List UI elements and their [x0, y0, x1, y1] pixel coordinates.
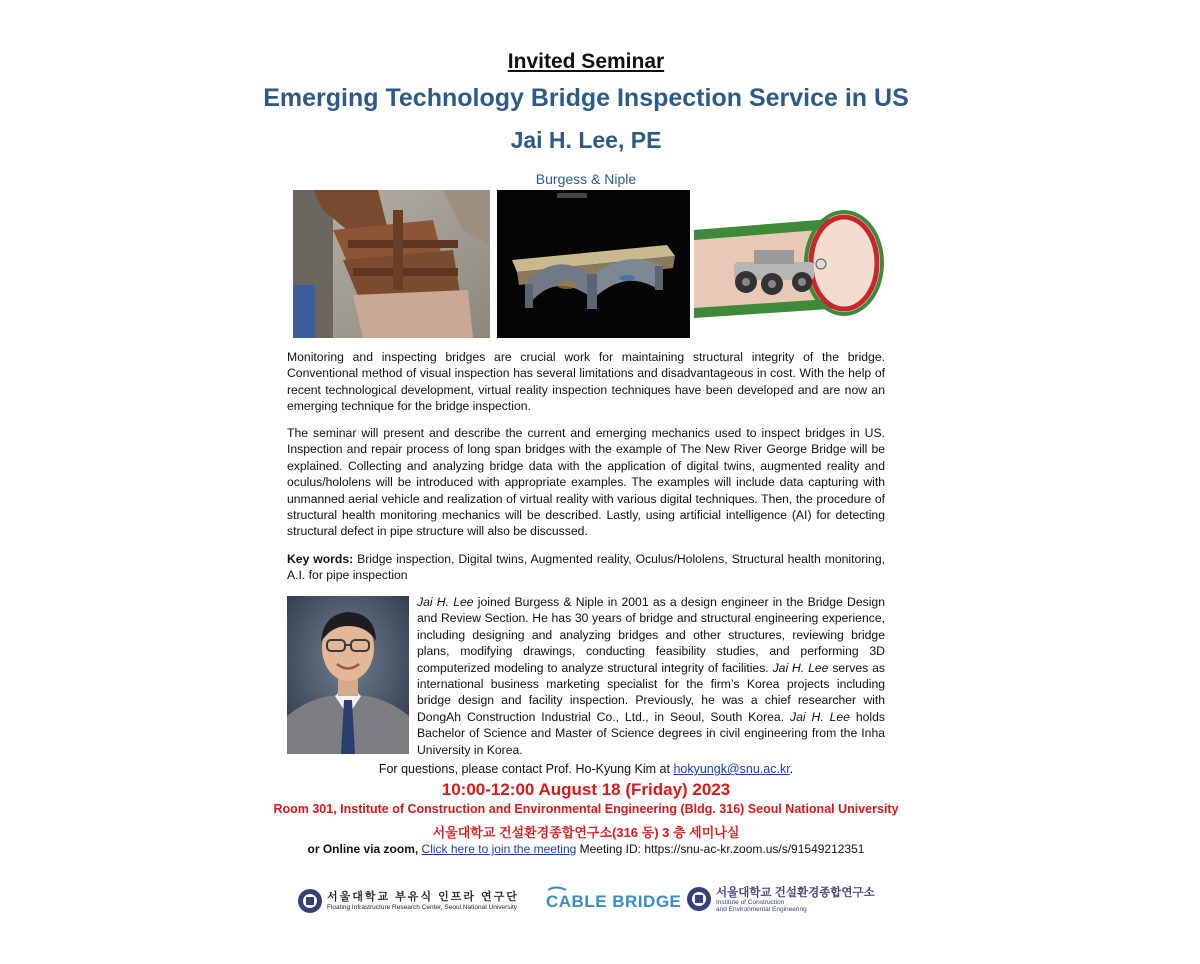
snu-emblem-icon-right [686, 886, 712, 912]
speaker-name: Jai H. Lee, PE [510, 127, 662, 153]
event-room: Room 301, Institute of Construction and Environmental Engineering (Bldg. 316) Seoul National University [273, 802, 899, 816]
keywords-label: Key words: [287, 552, 354, 566]
bio-text-1: joined Burgess & Niple in 2001 as a design engineer in the Bridge Design and Review Section. He has 30 years of bridge and structural engineering experience, including designing and analyzing bridges and other structures, reviewing bridge plans, modifying drawings, conducting feasibility studies, and performing 3D computerized modeling to analyze structural integrity of facilities. [417, 595, 885, 675]
keywords-text: Bridge inspection, Digital twins, Augmented reality, Oculus/Hololens, Structural health monitoring, A.I. for pipe inspection [287, 552, 885, 583]
speaker-affiliation: Burgess & Niple [535, 171, 637, 187]
right-logo-sub-text-1: Institute of Construction [716, 899, 785, 906]
bio-name-3: Jai H. Lee [790, 709, 850, 724]
keywords-paragraph [287, 551, 885, 584]
bio-text-2: serves as international business marketing specialist for the firm’s Korea projects including bridge design and facility inspection. Previously, he was a chief researcher with DongAh Construction Industrial Co., Ltd., in Seoul, South Korea. [417, 660, 885, 724]
cable-bridge-logo [546, 884, 682, 914]
contact-email-link[interactable]: hokyungk@snu.ac.kr [673, 762, 790, 776]
pipe-inspection-robot-illustration [694, 190, 884, 338]
description-paragraph-2: The seminar will present and describe the current and emerging mechanics used to inspect bridges in US. Inspection and repair process of long span bridges with the example of The New River George Bridge will be explained. Collecting and analyzing bridge data with the application of digital twins, augmented reality and oculus/hololens will be introduced with appropriate examples. The examples will include data capturing with unmanned aerial vehicle and realization of virtual reality with various digital techniques. Then, the procedure of structural health monitoring mechanics will be described. Lastly, using artificial intelligence (AI) for detecting structural defect in pipe structure will also be discussed. [287, 426, 885, 539]
institute-construction-environmental-engineering-logo [686, 884, 875, 916]
speaker-bio [417, 594, 885, 758]
contact-end: . [789, 762, 794, 776]
description-paragraph-1: Monitoring and inspecting bridges are crucial work for maintaining structural integrity of the bridge. Conventional method of visual inspection has several limitations and disadvantageous in cost. With the help of recent technological development, virtual reality inspection techniques have been developed and are now an emerging technique for the bridge inspection. [287, 350, 885, 414]
bio-text-3: holds Bachelor of Science and Master of Science degrees in civil engineering from the Inha University in Korea. [417, 709, 885, 757]
event-time: 10:00-12:00 August 18 (Friday) 2023 [441, 780, 731, 799]
zoom-join-link[interactable]: Click here to join the meeting [421, 842, 577, 856]
online-label: or Online via zoom, [307, 842, 419, 856]
meeting-id: Meeting ID: https://snu-ac-kr.zoom.us/s/91549212351 [576, 842, 865, 856]
bio-name-1: Jai H. Lee [417, 595, 474, 609]
right-logo-main-text: 서울대학교 건설환경종합연구소 [716, 887, 875, 899]
floating-infrastructure-research-center-logo [297, 886, 532, 916]
cable-bridge-logo-text: CABLE BRIDGE [546, 892, 682, 911]
snu-emblem-icon [297, 888, 323, 914]
speaker-portrait [287, 596, 409, 754]
contact-text: For questions, please contact Prof. Ho-Kyung Kim at [378, 762, 674, 776]
left-logo-sub-text: Floating Infrastructure Research Center, Seoul National University [327, 904, 518, 911]
right-logo-sub-text-2: and Environmental Engineering [716, 906, 807, 913]
online-meeting-line [0, 842, 1172, 856]
contact-line [0, 762, 1172, 776]
bio-name-2: Jai H. Lee [772, 660, 829, 675]
seminar-title: Emerging Technology Bridge Inspection Service in US [263, 84, 909, 112]
bridge-steel-connection-photo [293, 190, 490, 338]
event-room-korean: 서울대학교 건설환경종합연구소(316 동) 3 층 세미나실 [432, 825, 740, 840]
virtual-reality-bridge-model-photo [497, 190, 690, 338]
seminar-heading: Invited Seminar [507, 50, 665, 73]
left-logo-main-text: 서울대학교 부유식 인프라 연구단 [327, 891, 519, 903]
